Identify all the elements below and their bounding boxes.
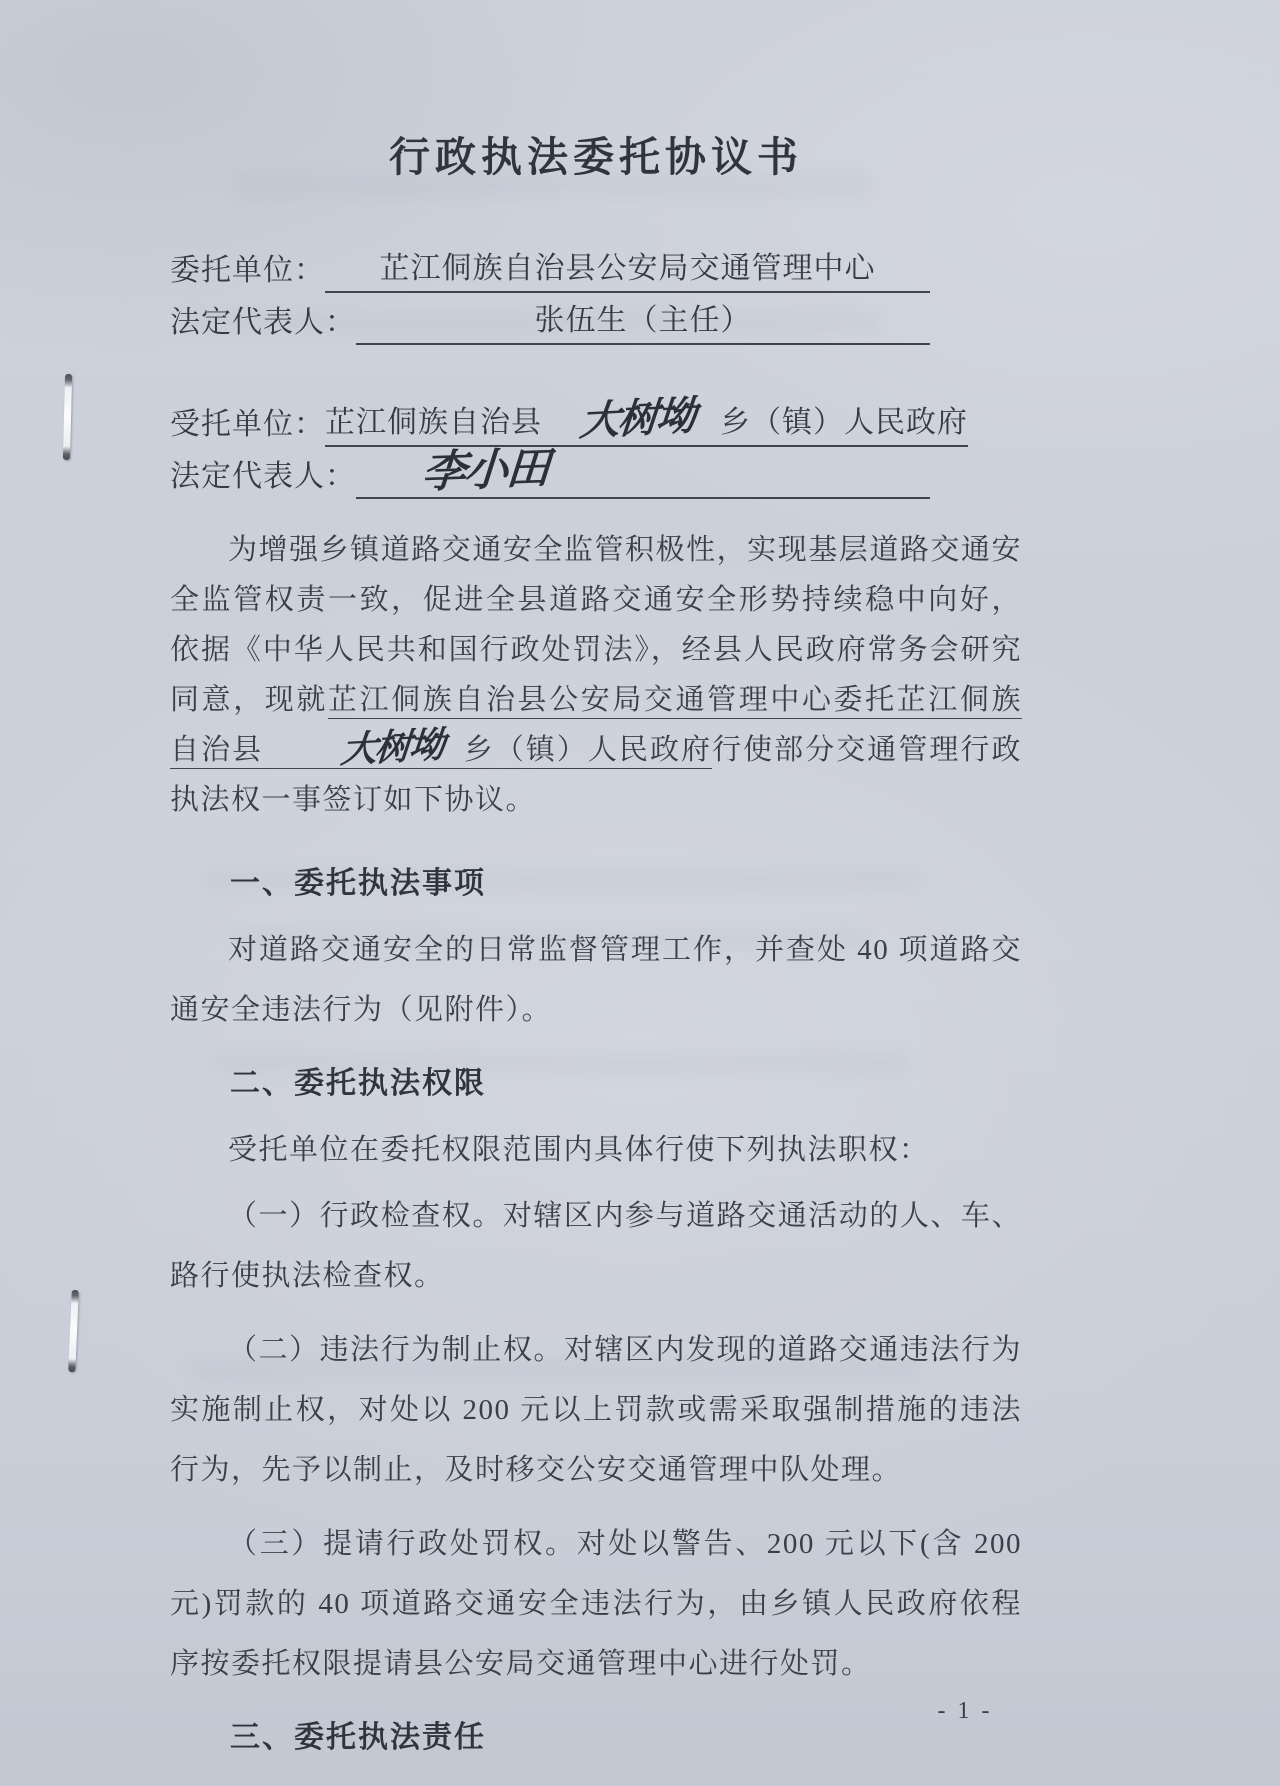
- handwritten-township-name: 大树坳: [339, 724, 445, 771]
- preamble-text: 为增强乡镇道路交通安全监管积极性，实现基层道路交通安全监管权责一致，促进全县道路交通安全形势持续稳中向好，依据《中华人民共和国行政处罚法》，经县人民政府常务会研究同意，现就: [170, 534, 1022, 716]
- section-2-item-1: （一）行政检查权。对辖区内参与道路交通活动的人、车、路行使执法检查权。: [170, 1200, 1022, 1292]
- page-number: - 1 -: [937, 1698, 993, 1724]
- entrusted-unit-row: [170, 392, 1022, 447]
- section-2-item-2: （二）违法行为制止权。对辖区内发现的道路交通违法行为实施制止权，对处以 200 元以上罚款或需采取强制措施的违法行为，先予以制止，及时移交公安交通管理中队处理。: [170, 1334, 1022, 1486]
- section-1-heading: 一、委托执法事项: [230, 867, 486, 900]
- staple-icon: [68, 1290, 79, 1372]
- section-2-paragraph: 受托单位在委托权限范围内具体行使下列执法职权：: [228, 1134, 930, 1166]
- handwritten-signature: 李小田: [420, 443, 550, 498]
- entrusted-rep-row: [170, 443, 1022, 499]
- entrusting-unit-row: [170, 241, 1022, 293]
- preamble-underline-handwriting: [263, 724, 463, 771]
- preamble-underlined-entruster: 芷江侗族自治县公安局交通管理中心委托芷江侗族自治县: [170, 684, 1022, 769]
- entrusted-rep-label: 法定代表人：: [170, 460, 356, 493]
- document-title: 行政执法委托协议书: [389, 134, 803, 180]
- section-3-heading: 三、委托执法责任: [230, 1721, 486, 1754]
- spacer: [170, 345, 1022, 395]
- section-2-heading: 二、委托执法权限: [230, 1067, 486, 1100]
- entrusted-rep-value: [356, 443, 930, 499]
- entrusted-unit-label: 受托单位：: [170, 408, 325, 441]
- preamble-text-end: 行使部分交通管理行政执法权一事签订如下协议。: [170, 734, 1022, 816]
- entrusting-unit-value: 芷江侗族自治县公安局交通管理中心: [325, 243, 930, 293]
- staple-icon: [63, 374, 72, 460]
- section-2-item-3: （三）提请行政处罚权。对处以警告、200 元以下(含 200 元)罚款的 40 项道路交通安全违法行为，由乡镇人民政府依程序按委托权限提请县公安局交通管理中心进行处罚。: [170, 1528, 1022, 1680]
- preamble-paragraph: [170, 525, 1022, 825]
- entrusting-rep-label: 法定代表人：: [170, 306, 356, 339]
- handwritten-township-name: 大树坳: [578, 392, 696, 445]
- entrusted-unit-prefix: 芷江侗族自治县: [325, 406, 542, 439]
- entrusting-rep-row: [170, 293, 1022, 345]
- preamble-underlined-entrusted: 乡（镇）人民政府: [463, 734, 712, 769]
- section-1-paragraph: 对道路交通安全的日常监督管理工作，并查处 40 项道路交通安全违法行为（见附件）。: [170, 934, 1022, 1026]
- entrusting-rep-value: 张伍生（主任）: [356, 295, 930, 345]
- entrusting-unit-label: 委托单位：: [170, 254, 325, 287]
- parties-block: [170, 241, 1022, 499]
- entrusted-unit-suffix: 乡（镇）人民政府: [720, 406, 968, 439]
- entrusted-unit-value: [325, 392, 968, 447]
- document-content: [170, 0, 1022, 1768]
